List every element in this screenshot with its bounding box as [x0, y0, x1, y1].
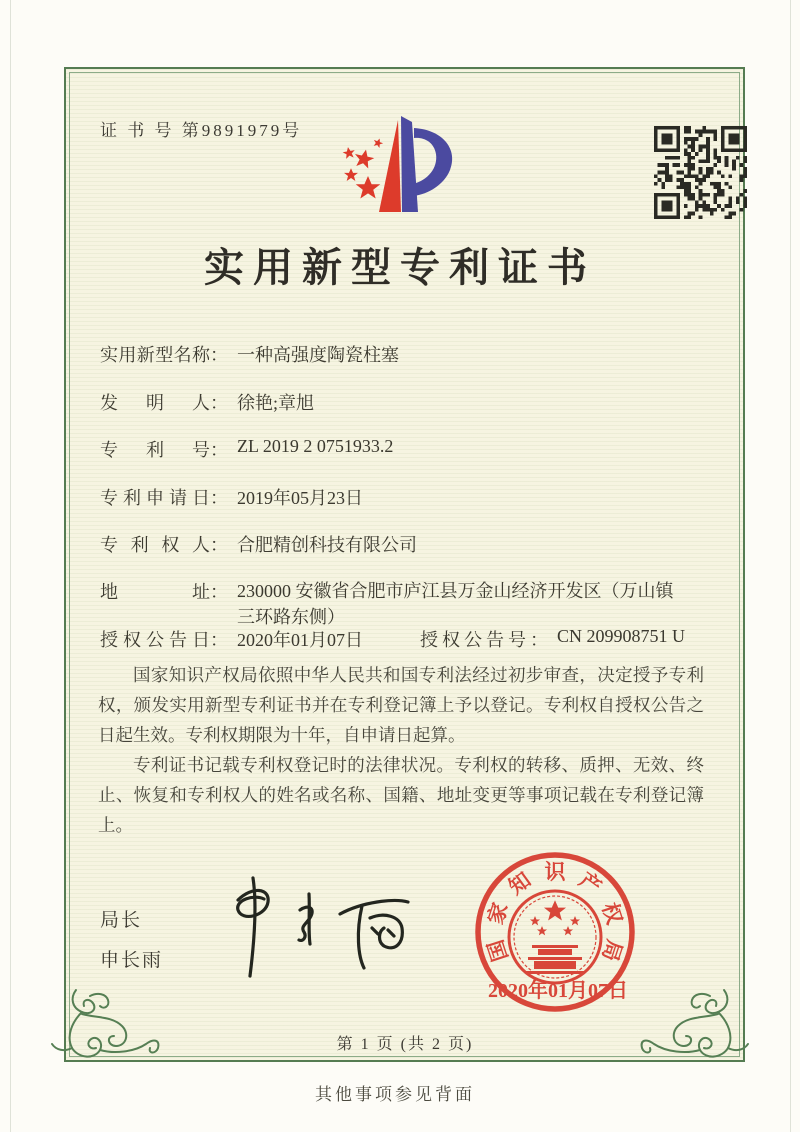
field-label: 实用新型名称: [100, 345, 210, 365]
page-number: 第 1 页 (共 2 页): [336, 1036, 474, 1053]
field-label: 专利权人: [100, 535, 210, 555]
seal-date: 2020年01月07日: [488, 980, 628, 1002]
svg-text:局: 局: [597, 936, 627, 965]
svg-text:家: 家: [483, 899, 513, 928]
field-grant-number: [420, 626, 685, 652]
certificate-title: 实用新型专利证书: [204, 245, 596, 290]
svg-text:产: 产: [574, 867, 606, 900]
field-label: 发明人: [100, 393, 210, 413]
svg-text:知: 知: [504, 867, 536, 900]
logo-stars: [342, 137, 384, 199]
field-value: 2020年01月07日: [237, 630, 363, 650]
legal-text-block: [98, 660, 704, 840]
field-label: 专利号: [100, 440, 210, 460]
official-seal: [462, 845, 652, 1032]
field-colon: ：: [210, 440, 228, 460]
commissioner-name: 申长雨: [100, 950, 164, 971]
field-colon: ：: [210, 535, 228, 555]
seal-graphic: [478, 855, 632, 1009]
svg-text:权: 权: [597, 899, 627, 928]
field-address: [100, 578, 674, 630]
field-patentee: [100, 531, 417, 557]
field-colon: ：: [210, 630, 228, 650]
field-colon: ：: [210, 488, 228, 508]
address-line-2: 三环路东侧）: [237, 607, 345, 627]
paper-edge-right: [790, 0, 791, 1132]
corner-flourish-bottom-left-icon: [42, 988, 162, 1069]
field-inventor: [100, 389, 314, 415]
field-colon: ：: [210, 582, 228, 602]
field-value: 一种高强度陶瓷柱塞: [237, 345, 399, 365]
address-line-1: 230000 安徽省合肥市庐江县万金山经济开发区（万山镇: [237, 581, 674, 601]
field-label: 授权公告号: [420, 630, 530, 650]
cnipa-logo-icon: [338, 112, 462, 221]
national-emblem: [509, 891, 601, 983]
qr-code: [654, 126, 747, 224]
field-grant-date: [100, 626, 363, 652]
field-patent-number: [100, 436, 393, 462]
footer-note: 其他事项参见背面: [315, 1085, 475, 1104]
svg-text:国: 国: [483, 936, 513, 965]
field-colon: ：: [530, 630, 548, 650]
legal-paragraph-1: 国家知识产权局依照中华人民共和国专利法经过初步审查，决定授予专利权，颁发实用新型专利证书并在专利登记簿上予以登记。专利权自授权公告之日起生效。专利权期限为十年，自申请日起算。: [98, 665, 704, 745]
field-filing-date: [100, 484, 363, 510]
logo-red-wedge: [379, 120, 401, 212]
signature-strokes: [238, 878, 408, 976]
logo-blue-bowl: [413, 128, 452, 196]
handwritten-signature: [212, 872, 427, 987]
field-utility-model-name: [100, 341, 399, 367]
paper-edge-left: [10, 0, 11, 1132]
corner-flourish-bottom-right-icon: [638, 988, 758, 1069]
field-colon: ：: [210, 345, 228, 365]
field-value: 2019年05月23日: [237, 488, 363, 508]
field-colon: ：: [210, 393, 228, 413]
field-value: 徐艳;章旭: [237, 393, 315, 413]
field-value: ZL 2019 2 0751933.2: [237, 436, 394, 456]
svg-text:识: 识: [544, 860, 566, 884]
field-label: 地址: [100, 582, 210, 602]
field-value: CN 209908751 U: [557, 626, 686, 646]
field-value: [237, 578, 674, 630]
legal-paragraph-2: 专利证书记载专利权登记时的法律状况。专利权的转移、质押、无效、终止、恢复和专利权人的姓名或名称、国籍、地址变更等事项记载在专利登记簿上。: [98, 755, 704, 835]
commissioner-title: 局长: [100, 910, 143, 931]
field-label: 专利申请日: [100, 488, 210, 508]
certificate-number: 证 书 号 第9891979号: [100, 121, 303, 140]
field-label: 授权公告日: [100, 630, 210, 650]
field-value: 合肥精创科技有限公司: [237, 535, 417, 555]
